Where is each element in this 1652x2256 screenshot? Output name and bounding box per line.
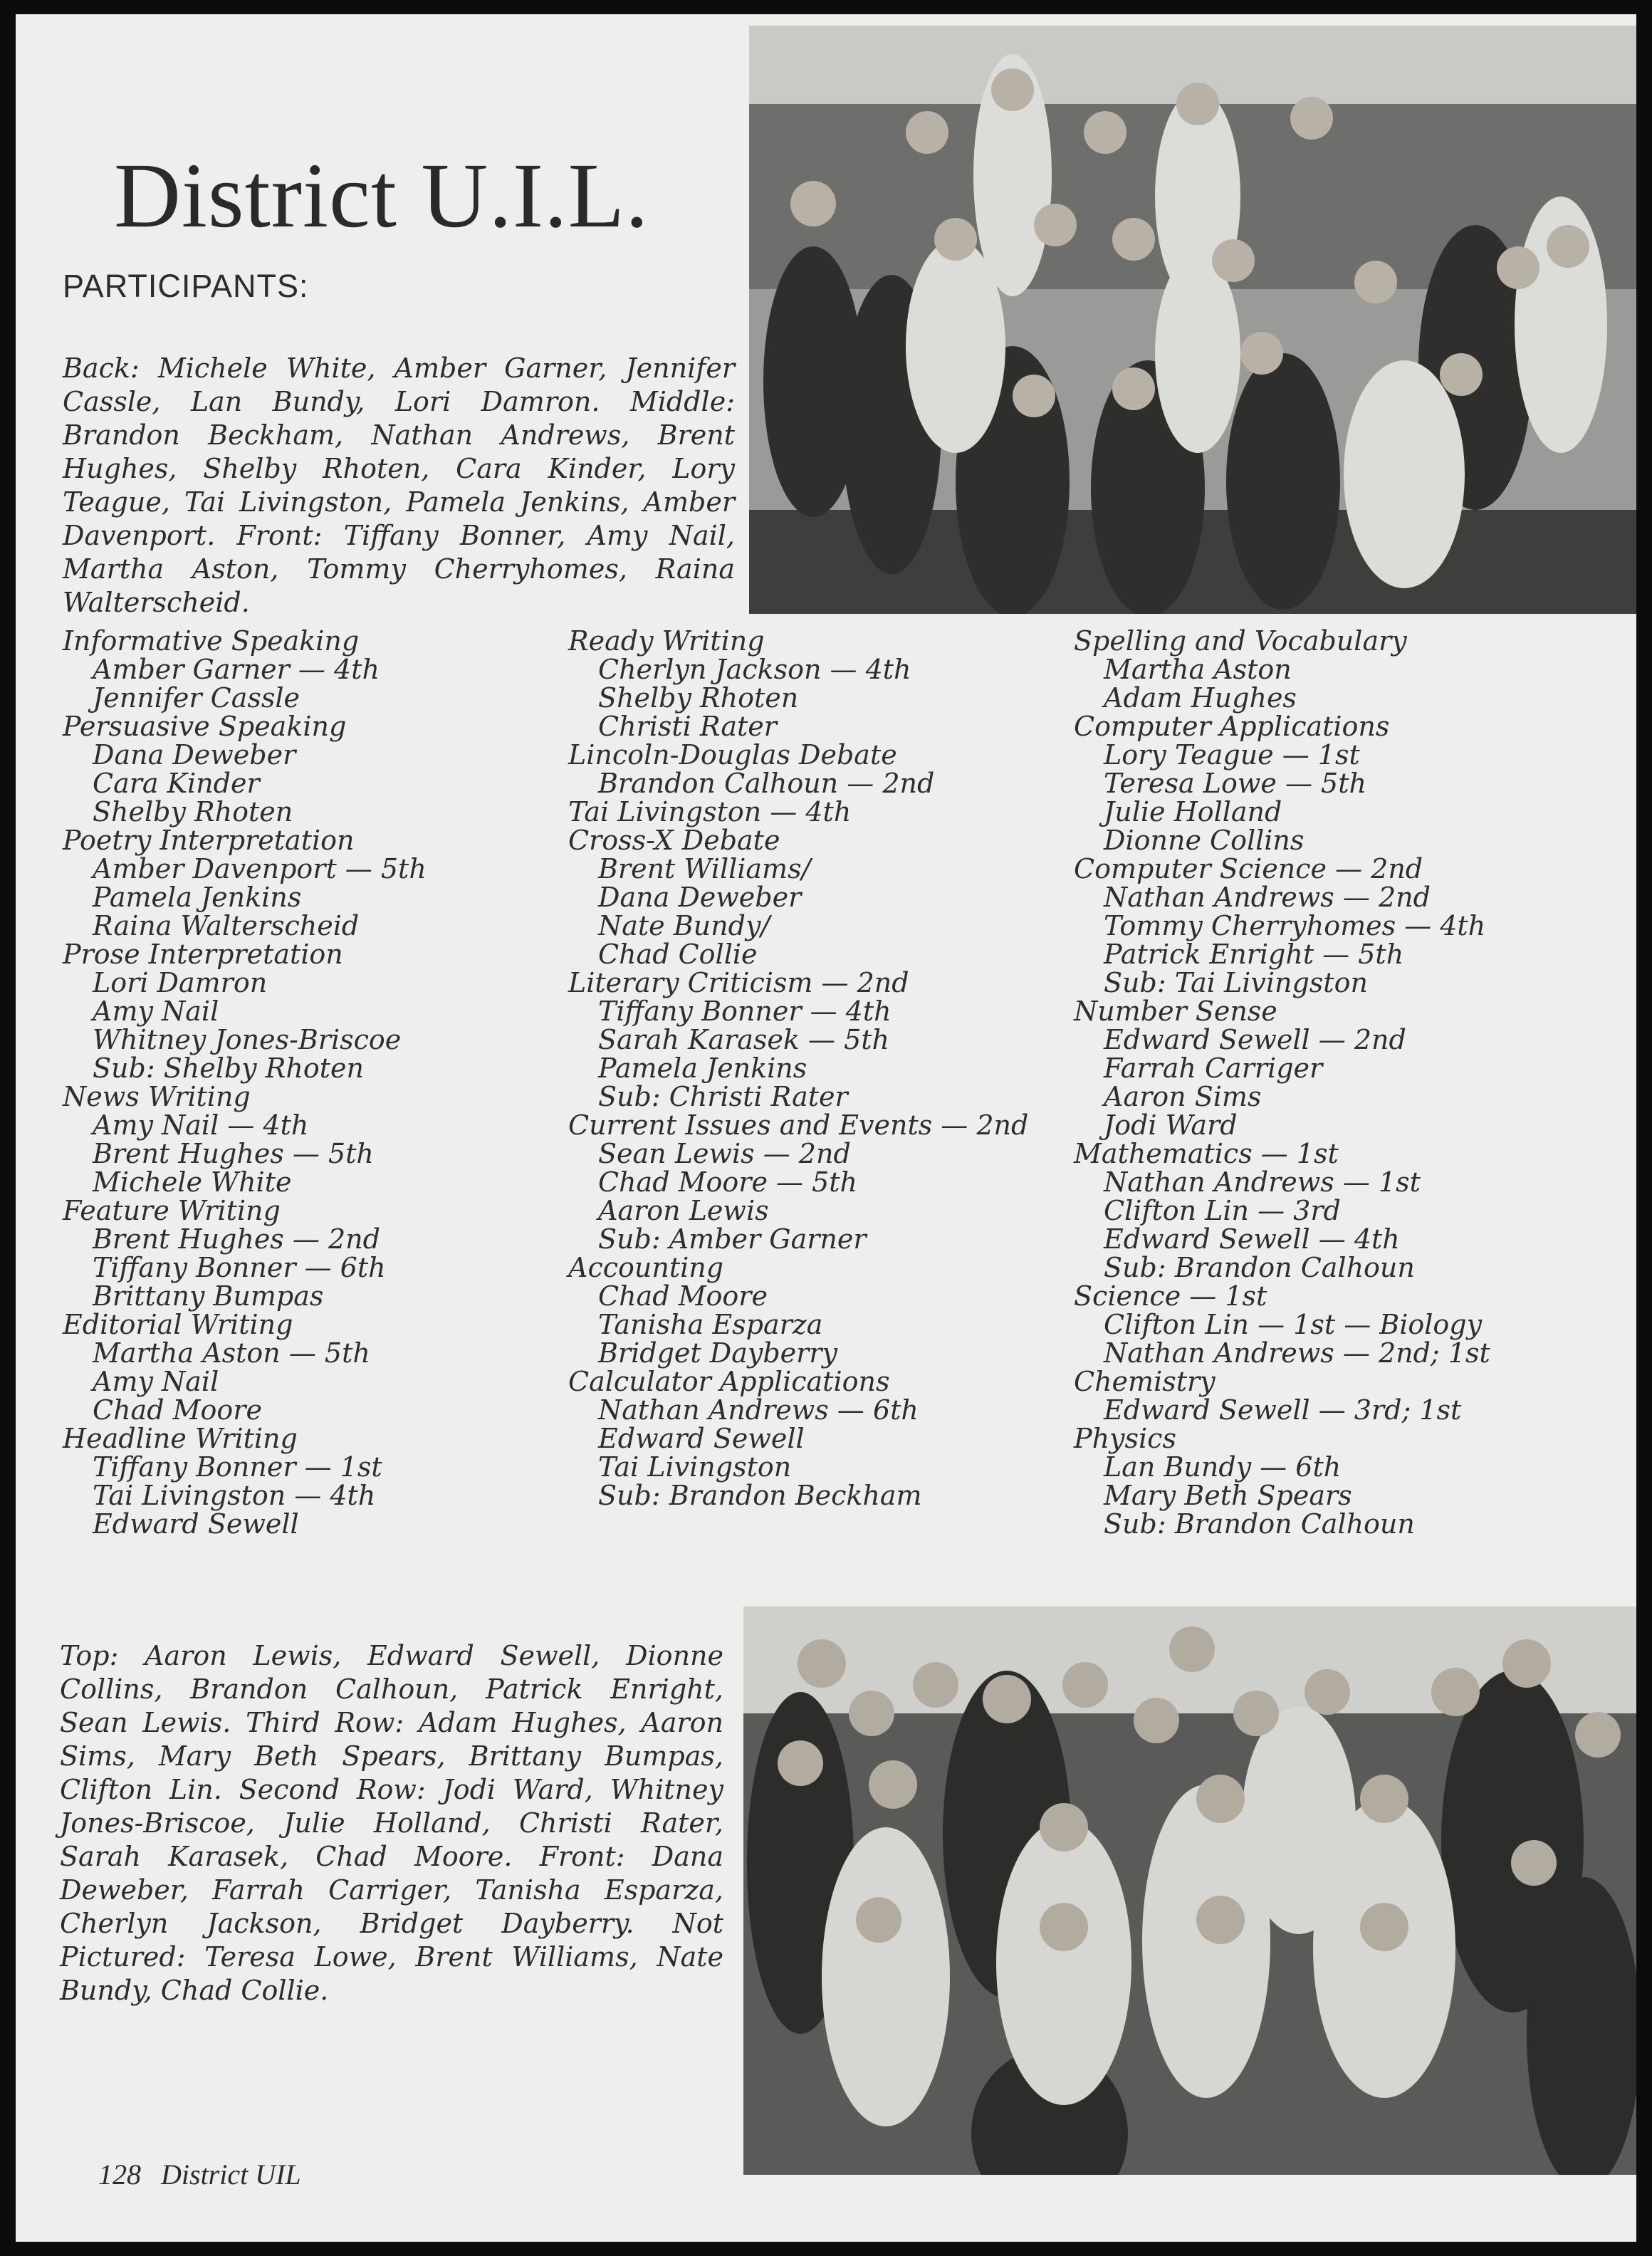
event-category: Number Sense (1074, 996, 1277, 1027)
event-category: Ready Writing (568, 625, 765, 657)
event-category: Accounting (568, 1252, 724, 1283)
event-entry: Whitney Jones-Briscoe (93, 1024, 402, 1055)
event-entry: Dana Deweber (598, 882, 802, 913)
bottom-group-photo (743, 1607, 1636, 2175)
event-entry: Tanisha Esparza (598, 1309, 823, 1340)
event-category: Lincoln-Douglas Debate (568, 739, 897, 771)
event-category: Feature Writing (63, 1195, 281, 1226)
event-entry: Nathan Andrews — 1st (1104, 1166, 1421, 1198)
event-entry: Pamela Jenkins (598, 1053, 807, 1084)
event-category: Headline Writing (63, 1423, 298, 1454)
event-entry: Amy Nail (93, 1366, 219, 1397)
event-entry: Nathan Andrews — 6th (598, 1394, 919, 1426)
event-entry: Chad Collie (598, 939, 758, 970)
results-column-2 (568, 627, 1060, 1510)
event-entry: Aaron Sims (1104, 1081, 1262, 1112)
event-entry: Jennifer Cassle (93, 682, 300, 714)
event-entry: Edward Sewell — 2nd (1104, 1024, 1406, 1055)
event-category: Science — 1st (1074, 1280, 1267, 1312)
event-entry: Teresa Lowe — 5th (1104, 768, 1366, 799)
event-entry: Chad Moore — 5th (598, 1166, 858, 1198)
top-group-photo-image (749, 26, 1636, 614)
event-entry: Tai Livingston — 4th (93, 1480, 376, 1511)
top-group-photo (749, 26, 1636, 614)
page-number: 128 (98, 2158, 141, 2190)
event-entry: Sub: Shelby Rhoten (93, 1053, 364, 1084)
event-entry: Mary Beth Spears (1104, 1480, 1352, 1511)
event-entry: Sub: Christi Rater (598, 1081, 848, 1112)
event-category: News Writing (63, 1081, 251, 1112)
event-entry: Christi Rater (598, 711, 777, 742)
event-category: Prose Interpretation (63, 939, 343, 970)
event-entry: Shelby Rhoten (93, 796, 293, 827)
event-entry: Raina Walterscheid (93, 910, 360, 941)
event-entry: Sarah Karasek — 5th (598, 1024, 890, 1055)
event-entry: Chad Moore (598, 1280, 768, 1312)
event-entry: Martha Aston — 5th (93, 1337, 370, 1369)
event-entry: Tommy Cherryhomes — 4th (1104, 910, 1486, 941)
event-entry: Nathan Andrews — 2nd; 1st (1104, 1337, 1490, 1369)
event-entry: Sean Lewis — 2nd (598, 1138, 851, 1169)
event-entry: Aaron Lewis (598, 1195, 769, 1226)
event-entry: Adam Hughes (1104, 682, 1297, 714)
event-category: Mathematics — 1st (1074, 1138, 1339, 1169)
event-entry: Julie Holland (1104, 796, 1282, 827)
event-entry: Tiffany Bonner — 1st (93, 1451, 382, 1483)
event-entry: Cherlyn Jackson — 4th (598, 654, 911, 685)
event-entry: Patrick Enright — 5th (1104, 939, 1404, 970)
event-entry: Amber Garner — 4th (93, 654, 380, 685)
event-category: Poetry Interpretation (63, 825, 355, 856)
event-entry: Sub: Brandon Beckham (598, 1480, 922, 1511)
page-title: District U.I.L. (114, 145, 649, 247)
yearbook-page (16, 14, 1636, 2242)
event-entry: Lory Teague — 1st (1104, 739, 1360, 771)
event-entry: Pamela Jenkins (93, 882, 302, 913)
event-category: Cross-X Debate (568, 825, 780, 856)
event-category: Literary Criticism — 2nd (568, 967, 909, 998)
event-entry: Dionne Collins (1104, 825, 1305, 856)
event-entry: Edward Sewell (598, 1423, 805, 1454)
event-entry: Shelby Rhoten (598, 682, 799, 714)
event-entry: Jodi Ward (1104, 1109, 1238, 1141)
event-entry: Tai Livingston (598, 1451, 792, 1483)
event-entry: Nate Bundy/ (598, 910, 770, 941)
event-category: Physics (1074, 1423, 1176, 1454)
event-entry: Farrah Carriger (1104, 1053, 1323, 1084)
event-entry: Lan Bundy — 6th (1104, 1451, 1342, 1483)
event-category: Tai Livingston — 4th (568, 796, 852, 827)
event-entry: Chad Moore (93, 1394, 262, 1426)
event-entry: Bridget Dayberry (598, 1337, 837, 1369)
event-entry: Sub: Brandon Calhoun (1104, 1508, 1415, 1540)
event-entry: Brent Hughes — 5th (93, 1138, 374, 1169)
event-entry: Edward Sewell — 3rd; 1st (1104, 1394, 1462, 1426)
event-entry: Sub: Brandon Calhoun (1104, 1252, 1415, 1283)
event-entry: Edward Sewell — 4th (1104, 1223, 1400, 1255)
results-column-3 (1074, 627, 1615, 1538)
event-category: Persuasive Speaking (63, 711, 347, 742)
top-photo-caption: Back: Michele White, Amber Garner, Jennifer Cassle, Lan Bundy, Lori Damron. Middle: Brandon Beckham, Nathan Andrews, Brent Hughes, Shelby Rhoten, Cara Kinder, Lory Teague, Tai Livingston, Pamela Jenkins, Amber Davenport. Front: Tiffany Bonner, Amy Nail, Martha Aston, Tommy Cherryhomes, Raina Walterscheid. (63, 352, 735, 618)
event-entry: Amy Nail (93, 996, 219, 1027)
event-category: Computer Applications (1074, 711, 1390, 742)
event-entry: Tiffany Bonner — 4th (598, 996, 892, 1027)
event-entry: Clifton Lin — 3rd (1104, 1195, 1341, 1226)
event-category: Chemistry (1074, 1366, 1216, 1397)
bottom-group-photo-image (743, 1607, 1636, 2175)
event-entry: Amy Nail — 4th (93, 1109, 309, 1141)
event-entry: Lori Damron (93, 967, 268, 998)
event-entry: Sub: Tai Livingston (1104, 967, 1368, 998)
event-category: Spelling and Vocabulary (1074, 625, 1407, 657)
event-entry: Amber Davenport — 5th (93, 853, 427, 884)
event-entry: Clifton Lin — 1st — Biology (1104, 1309, 1483, 1340)
event-entry: Nathan Andrews — 2nd (1104, 882, 1431, 913)
event-entry: Cara Kinder (93, 768, 260, 799)
event-entry: Brent Hughes — 2nd (93, 1223, 380, 1255)
event-entry: Brent Williams/ (598, 853, 811, 884)
bottom-photo-caption: Top: Aaron Lewis, Edward Sewell, Dionne Collins, Brandon Calhoun, Patrick Enright, Sean Lewis. Third Row: Adam Hughes, Aaron Sims, Mary Beth Spears, Brittany Bumpas, Clifton Lin. Second Row: Jodi Ward, Whitney Jones-Briscoe, Julie Holland, Christi Rater, Sarah Karasek, Chad Moore. Front: Dana Deweber, Farrah Carriger, Tanisha Esparza, Cherlyn Jackson, Bridget Dayberry. Not Pictured: Teresa Lowe, Brent Williams, Nate Bundy, Chad Collie. (60, 1640, 723, 2006)
event-category: Editorial Writing (63, 1309, 293, 1340)
event-entry: Sub: Amber Garner (598, 1223, 867, 1255)
event-entry: Brandon Calhoun — 2nd (598, 768, 935, 799)
event-entry: Edward Sewell (93, 1508, 299, 1540)
event-entry: Michele White (93, 1166, 292, 1198)
event-category: Informative Speaking (63, 625, 360, 657)
event-category: Computer Science — 2nd (1074, 853, 1423, 884)
participants-heading: PARTICIPANTS: (63, 268, 309, 304)
footer-section-name: District UIL (161, 2158, 301, 2190)
event-category: Calculator Applications (568, 1366, 890, 1397)
event-entry: Brittany Bumpas (93, 1280, 324, 1312)
event-entry: Martha Aston (1104, 654, 1292, 685)
results-column-1 (63, 627, 547, 1538)
event-entry: Tiffany Bonner — 6th (93, 1252, 386, 1283)
event-category: Current Issues and Events — 2nd (568, 1109, 1029, 1141)
page-footer (98, 2158, 301, 2191)
event-entry: Dana Deweber (93, 739, 296, 771)
